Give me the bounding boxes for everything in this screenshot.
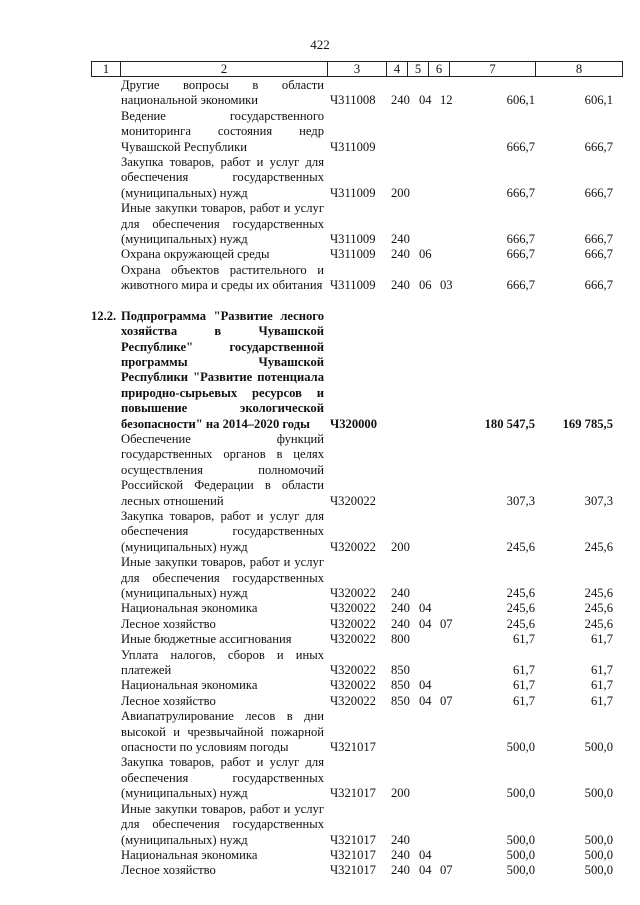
cell-amount-col7: 245,6 — [506, 616, 535, 631]
table-row — [0, 848, 640, 863]
table-row — [0, 632, 640, 647]
cell-amount-col8: 245,6 — [584, 601, 613, 616]
cell-target-article: Ч311009 — [330, 232, 376, 247]
cell-amount-col8: 606,1 — [584, 93, 613, 108]
cell-amount-col7: 500,0 — [506, 832, 535, 847]
header-col-3: 3 — [353, 62, 361, 76]
table-row — [0, 432, 640, 509]
cell-amount-col8: 245,6 — [584, 539, 613, 554]
table-row — [0, 263, 640, 294]
header-col-7: 7 — [489, 62, 496, 76]
cell-amount-col7: 61,7 — [512, 678, 535, 693]
table-row — [0, 155, 640, 201]
table-row — [0, 802, 640, 848]
table-row — [0, 617, 640, 632]
cell-subsection: 07 — [440, 863, 453, 878]
cell-amount-col8: 500,0 — [584, 832, 613, 847]
row-description: Уплата налогов, сборов и иных платежей — [121, 647, 324, 678]
cell-section: 04 — [419, 616, 432, 631]
row-description: Лесное хозяйство — [121, 863, 216, 878]
cell-section: 04 — [419, 601, 432, 616]
cell-target-article: Ч320022 — [330, 586, 376, 600]
header-col-5: 5 — [414, 62, 422, 76]
header-col-2: 2 — [220, 62, 228, 76]
cell-amount-col8: 666,7 — [584, 232, 613, 247]
cell-amount-col8: 500,0 — [584, 740, 613, 755]
cell-section: 06 — [419, 278, 432, 293]
cell-target-article: Ч321017 — [330, 847, 376, 862]
cell-amount-col8: 666,7 — [584, 139, 613, 154]
cell-expense-type: 850 — [391, 663, 410, 678]
cell-amount-col7: 245,6 — [506, 539, 535, 554]
row-description: Закупка товаров, работ и услуг для обеспечения государственных (муниципальных) нужд — [121, 508, 324, 554]
row-description: Ведение государственного мониторинга состояния недр Чувашской Республики — [121, 108, 324, 154]
cell-amount-col7: 500,0 — [506, 786, 535, 801]
cell-expense-type: 200 — [391, 786, 410, 801]
cell-amount-col8: 169 785,5 — [562, 416, 613, 431]
cell-expense-type: 240 — [391, 232, 410, 247]
page-number: 422 — [310, 37, 330, 52]
cell-amount-col7: 666,7 — [506, 278, 535, 293]
row-description: Охрана объектов растительного и животного мира и среды их обитания — [121, 262, 324, 293]
table-row — [0, 678, 640, 693]
cell-target-article: Ч321017 — [330, 740, 376, 755]
cell-amount-col7: 500,0 — [506, 847, 535, 862]
cell-expense-type: 240 — [391, 832, 410, 847]
cell-section: 04 — [419, 863, 432, 878]
cell-subsection: 03 — [440, 278, 453, 293]
cell-expense-type: 240 — [391, 93, 410, 108]
table-row — [0, 78, 640, 109]
cell-amount-col7: 666,7 — [506, 232, 535, 247]
row-number: 12.2. — [91, 308, 117, 323]
cell-amount-col7: 245,6 — [506, 586, 535, 600]
cell-target-article: Ч311009 — [330, 185, 376, 200]
cell-expense-type: 850 — [391, 678, 410, 693]
cell-target-article: Ч320022 — [330, 493, 376, 508]
cell-amount-col7: 61,7 — [512, 663, 535, 678]
header-col-8: 8 — [575, 62, 583, 76]
table-row — [0, 694, 640, 709]
row-description: Лесное хозяйство — [121, 616, 216, 631]
cell-subsection: 12 — [440, 93, 453, 108]
table-row — [0, 109, 640, 155]
cell-expense-type: 200 — [391, 539, 410, 554]
cell-expense-type: 240 — [391, 247, 410, 262]
cell-amount-col8: 666,7 — [584, 247, 613, 262]
row-description: Охрана окружающей среды — [121, 247, 270, 262]
cell-section: 04 — [419, 847, 432, 862]
cell-subsection: 07 — [440, 693, 453, 708]
table-row — [0, 709, 640, 755]
cell-target-article: Ч320022 — [330, 601, 376, 616]
row-description: Закупка товаров, работ и услуг для обеспечения государственных (муниципальных) нужд — [121, 755, 324, 801]
cell-amount-col7: 666,7 — [506, 185, 535, 200]
table-header — [91, 61, 623, 77]
cell-target-article: Ч320022 — [330, 539, 376, 554]
cell-amount-col7: 500,0 — [506, 740, 535, 755]
cell-amount-col7: 245,6 — [506, 601, 535, 616]
cell-amount-col8: 500,0 — [584, 863, 613, 878]
cell-target-article: Ч321017 — [330, 832, 376, 847]
row-description: Национальная экономика — [121, 601, 258, 616]
cell-expense-type: 200 — [391, 185, 410, 200]
cell-expense-type: 240 — [391, 278, 410, 293]
cell-expense-type: 240 — [391, 601, 410, 616]
cell-target-article: Ч311009 — [330, 139, 376, 154]
cell-amount-col8: 245,6 — [584, 616, 613, 631]
cell-amount-col7: 666,7 — [506, 247, 535, 262]
table-row — [0, 755, 640, 801]
row-description: Авиапатрулирование лесов в дни высокой и чрезвычайной пожарной опасности по условиям погоды — [121, 709, 324, 755]
row-description: Обеспечение функций государственных органов в целях осуществления полномочий Российской Федерации в области лесных отношений — [121, 431, 324, 508]
table-row — [0, 863, 640, 878]
table-row-subprogram — [0, 309, 640, 432]
row-description: Иные закупки товаров, работ и услуг для обеспечения государственных (муниципальных) нужд — [121, 801, 324, 847]
cell-expense-type: 240 — [391, 616, 410, 631]
cell-target-article: Ч321017 — [330, 863, 376, 878]
cell-amount-col8: 245,6 — [584, 586, 613, 600]
cell-section: 04 — [419, 93, 432, 108]
table-body — [0, 78, 640, 879]
row-description: Подпрограмма "Развитие лесного хозяйства в Чувашской Республике" государственной программы Чувашской Республики "Развитие потенциала природно-сырьевых ресурсов и повышение экологической безопасности" на 2014–2020 годы — [121, 308, 324, 431]
table-row — [0, 509, 640, 555]
cell-amount-col8: 61,7 — [590, 693, 613, 708]
cell-target-article: Ч311009 — [330, 247, 376, 262]
cell-expense-type: 240 — [391, 863, 410, 878]
cell-amount-col7: 180 547,5 — [484, 416, 535, 431]
cell-amount-col8: 666,7 — [584, 185, 613, 200]
header-col-4: 4 — [393, 62, 401, 76]
cell-subsection: 07 — [440, 616, 453, 631]
table-row — [0, 247, 640, 262]
table-row — [0, 648, 640, 679]
cell-target-article: Ч320022 — [330, 632, 376, 647]
row-description: Иные закупки товаров, работ и услуг для обеспечения государственных (муниципальных) нужд — [121, 555, 324, 600]
cell-amount-col7: 307,3 — [506, 493, 535, 508]
cell-expense-type: 240 — [391, 847, 410, 862]
cell-section: 06 — [419, 247, 432, 262]
cell-amount-col7: 666,7 — [506, 139, 535, 154]
cell-amount-col8: 500,0 — [584, 786, 613, 801]
row-description: Иные бюджетные ассигнования — [121, 632, 292, 647]
cell-target-article: Ч320000 — [330, 416, 378, 431]
cell-target-article: Ч311009 — [330, 278, 376, 293]
row-description: Национальная экономика — [121, 678, 258, 693]
cell-amount-col7: 606,1 — [506, 93, 535, 108]
cell-expense-type: 240 — [391, 586, 410, 600]
header-col-6: 6 — [435, 62, 443, 76]
row-description: Национальная экономика — [121, 847, 258, 862]
table-row — [0, 555, 640, 601]
cell-section: 04 — [419, 693, 432, 708]
cell-amount-col8: 500,0 — [584, 847, 613, 862]
cell-target-article: Ч321017 — [330, 786, 376, 801]
cell-amount-col8: 307,3 — [584, 493, 613, 508]
cell-expense-type: 800 — [391, 632, 410, 647]
cell-amount-col8: 61,7 — [590, 632, 613, 647]
cell-amount-col8: 666,7 — [584, 278, 613, 293]
row-description: Иные закупки товаров, работ и услуг для обеспечения государственных (муниципальных) нужд — [121, 201, 324, 247]
header-col-1: 1 — [102, 62, 110, 76]
cell-target-article: Ч320022 — [330, 663, 376, 678]
cell-amount-col7: 500,0 — [506, 863, 535, 878]
cell-amount-col8: 61,7 — [590, 663, 613, 678]
row-description: Закупка товаров, работ и услуг для обеспечения государственных (муниципальных) нужд — [121, 155, 324, 200]
table-row — [0, 601, 640, 616]
row-description: Другие вопросы в области национальной экономики — [121, 78, 324, 108]
cell-amount-col8: 61,7 — [590, 678, 613, 693]
cell-expense-type: 850 — [391, 693, 410, 708]
cell-section: 04 — [419, 678, 432, 693]
cell-amount-col7: 61,7 — [512, 693, 535, 708]
row-description: Лесное хозяйство — [121, 693, 216, 708]
cell-target-article: Ч320022 — [330, 693, 376, 708]
cell-amount-col7: 61,7 — [512, 632, 535, 647]
cell-target-article: Ч320022 — [330, 678, 376, 693]
table-row — [0, 201, 640, 247]
cell-target-article: Ч311008 — [330, 93, 376, 108]
cell-target-article: Ч320022 — [330, 616, 376, 631]
